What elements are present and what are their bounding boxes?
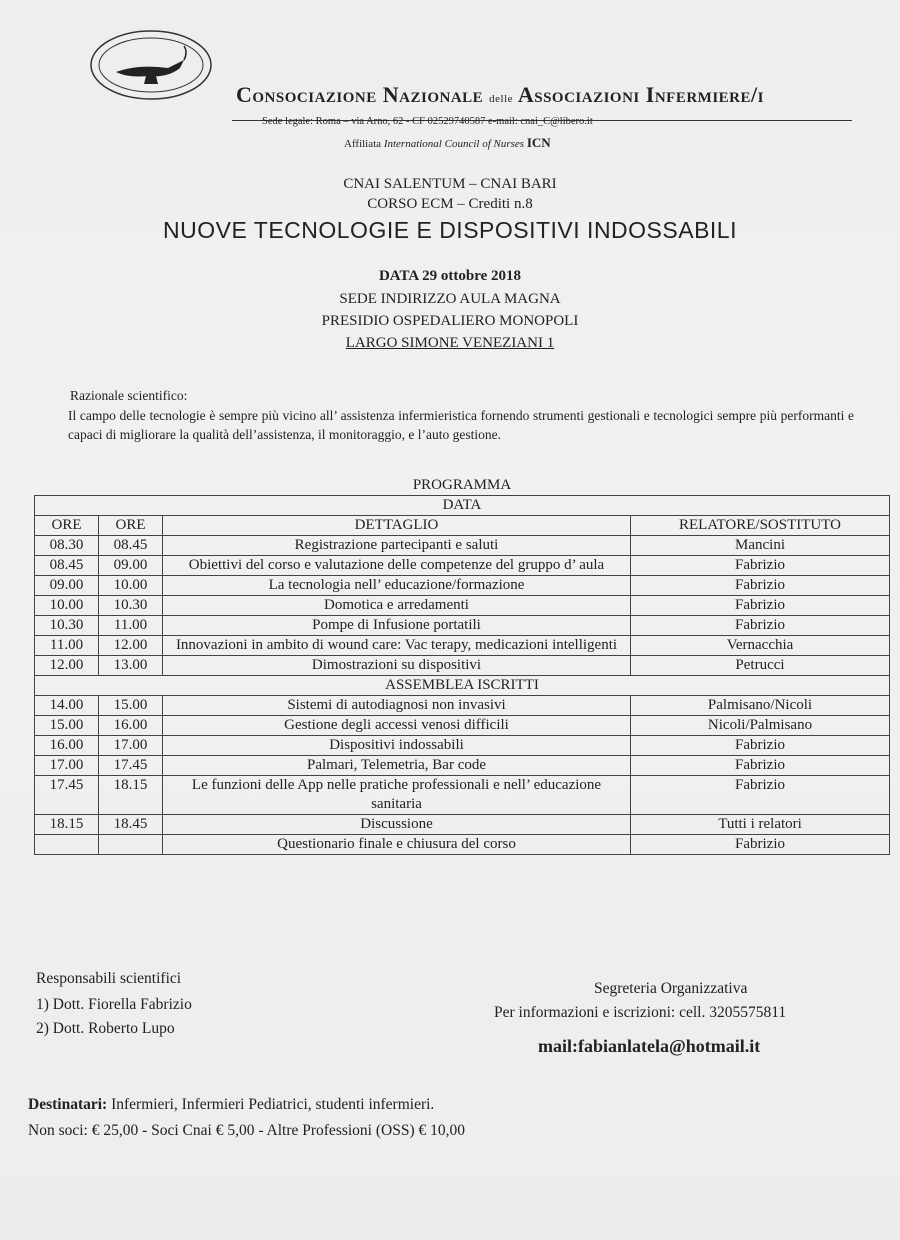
cell-end-time: 08.45 bbox=[99, 536, 163, 556]
table-row bbox=[35, 536, 890, 556]
cell-detail: Questionario finale e chiusura del corso bbox=[163, 835, 631, 855]
legal-address: Sede legale: Roma – via Arno, 62 - CF 02529740587 e-mail: cnai_C@libero.it bbox=[262, 116, 593, 127]
cell-start-time: 09.00 bbox=[35, 576, 99, 596]
cell-end-time: 17.45 bbox=[99, 756, 163, 776]
cell-speaker: Fabrizio bbox=[631, 776, 890, 815]
cell-end-time: 16.00 bbox=[99, 716, 163, 736]
cell-detail: Registrazione partecipanti e saluti bbox=[163, 536, 631, 556]
cell-speaker: Fabrizio bbox=[631, 736, 890, 756]
cell-speaker: Tutti i relatori bbox=[631, 815, 890, 835]
cell-speaker: Fabrizio bbox=[631, 556, 890, 576]
scientific-lead-1: 1) Dott. Fiorella Fabrizio bbox=[36, 996, 192, 1013]
table-row bbox=[35, 596, 890, 616]
cell-detail: Sistemi di autodiagnosi non invasivi bbox=[163, 696, 631, 716]
cell-speaker: Fabrizio bbox=[631, 596, 890, 616]
cell-start-time: 08.30 bbox=[35, 536, 99, 556]
cell-start-time: 15.00 bbox=[35, 716, 99, 736]
table-row bbox=[35, 696, 890, 716]
cnai-logo-seal bbox=[88, 28, 214, 102]
cell-detail: Dispositivi indossabili bbox=[163, 736, 631, 756]
cell-end-time: 11.00 bbox=[99, 616, 163, 636]
col-header-detail: DETTAGLIO bbox=[163, 516, 631, 536]
table-row bbox=[35, 496, 890, 516]
cell-detail: La tecnologia nell’ educazione/formazione bbox=[163, 576, 631, 596]
cell-speaker: Fabrizio bbox=[631, 756, 890, 776]
cell-detail: Discussione bbox=[163, 815, 631, 835]
table-row bbox=[35, 676, 890, 696]
cell-end-time: 15.00 bbox=[99, 696, 163, 716]
course-organizers: CNAI SALENTUM – CNAI BARI bbox=[343, 176, 557, 192]
cell-detail: Pompe di Infusione portatili bbox=[163, 616, 631, 636]
secretariat-contact: Per informazioni e iscrizioni: cell. 3205575811 bbox=[494, 1004, 787, 1021]
course-date: DATA 29 ottobre 2018 bbox=[378, 268, 522, 284]
secretariat-email[interactable]: mail:fabianlatela@hotmail.it bbox=[538, 1036, 761, 1056]
cell-detail: Palmari, Telemetria, Bar code bbox=[163, 756, 631, 776]
table-row bbox=[35, 616, 890, 636]
table-row bbox=[35, 835, 890, 855]
cell-end-time: 10.30 bbox=[99, 596, 163, 616]
cell-start-time: 14.00 bbox=[35, 696, 99, 716]
table-row bbox=[35, 756, 890, 776]
scientific-lead-2: 2) Dott. Roberto Lupo bbox=[36, 1020, 175, 1037]
cell-speaker: Mancini bbox=[631, 536, 890, 556]
cell-speaker: Petrucci bbox=[631, 656, 890, 676]
scientific-leads-title: Responsabili scientifici bbox=[36, 970, 182, 987]
cell-start-time: 17.45 bbox=[35, 776, 99, 815]
cell-start-time: 11.00 bbox=[35, 636, 99, 656]
venue-line-3: LARGO SIMONE VENEZIANI 1 bbox=[345, 335, 555, 351]
course-credits: CORSO ECM – Crediti n.8 bbox=[367, 196, 533, 212]
program-table bbox=[34, 495, 890, 855]
col-header-end: ORE bbox=[99, 516, 163, 536]
cell-speaker: Fabrizio bbox=[631, 616, 890, 636]
cell-detail: Innovazioni in ambito di wound care: Vac terapy, medicazioni intelligenti bbox=[163, 636, 631, 656]
cell-start-time: 18.15 bbox=[35, 815, 99, 835]
fees: Non soci: € 25,00 - Soci Cnai € 5,00 - Altre Professioni (OSS) € 10,00 bbox=[28, 1122, 465, 1139]
secretariat-title: Segreteria Organizzativa bbox=[594, 980, 748, 997]
cell-detail: Gestione degli accessi venosi difficili bbox=[163, 716, 631, 736]
cell-start-time: 10.00 bbox=[35, 596, 99, 616]
affiliation: Affiliata International Council of Nurses ICN bbox=[344, 135, 551, 150]
cell-detail: Le funzioni delle App nelle pratiche professionali e nell’ educazione sanitaria bbox=[163, 776, 631, 815]
cell-speaker: Palmisano/Nicoli bbox=[631, 696, 890, 716]
cell-start-time: 10.30 bbox=[35, 616, 99, 636]
table-row bbox=[35, 576, 890, 596]
target-audience: Destinatari: Infermieri, Infermieri Pediatrici, studenti infermieri. bbox=[28, 1096, 435, 1113]
cell-detail: Dimostrazioni su dispositivi bbox=[163, 656, 631, 676]
cell-speaker: Fabrizio bbox=[631, 835, 890, 855]
cell-end-time: 09.00 bbox=[99, 556, 163, 576]
cell-end-time: 18.15 bbox=[99, 776, 163, 815]
program-title: PROGRAMMA bbox=[412, 477, 512, 493]
program-table-wrapper bbox=[34, 475, 890, 855]
table-header-row bbox=[35, 516, 890, 536]
course-title: NUOVE TECNOLOGIE E DISPOSITIVI INDOSSABILI bbox=[163, 217, 737, 243]
col-header-speaker: RELATORE/SOSTITUTO bbox=[631, 516, 890, 536]
cell-end-time: 13.00 bbox=[99, 656, 163, 676]
venue-line-1: SEDE INDIRIZZO AULA MAGNA bbox=[339, 291, 561, 307]
col-header-start: ORE bbox=[35, 516, 99, 536]
cell-end-time: 12.00 bbox=[99, 636, 163, 656]
venue-line-2: PRESIDIO OSPEDALIERO MONOPOLI bbox=[321, 313, 579, 329]
cell-end-time: 18.45 bbox=[99, 815, 163, 835]
cell-detail: Domotica e arredamenti bbox=[163, 596, 631, 616]
table-row bbox=[35, 716, 890, 736]
cell-end-time: 17.00 bbox=[99, 736, 163, 756]
cell-speaker: Nicoli/Palmisano bbox=[631, 716, 890, 736]
assembly-row: ASSEMBLEA ISCRITTI bbox=[35, 676, 890, 696]
cell-speaker: Fabrizio bbox=[631, 576, 890, 596]
table-row bbox=[35, 636, 890, 656]
cell-start-time: 12.00 bbox=[35, 656, 99, 676]
table-row bbox=[35, 556, 890, 576]
organization-name: Consociazione Nazionale delle Associazioni Infermiere/i bbox=[236, 82, 764, 107]
table-row bbox=[35, 736, 890, 756]
table-row bbox=[35, 776, 890, 815]
cell-detail: Obiettivi del corso e valutazione delle competenze del gruppo d’ aula bbox=[163, 556, 631, 576]
cell-start-time: 17.00 bbox=[35, 756, 99, 776]
table-row bbox=[35, 656, 890, 676]
table-row bbox=[35, 815, 890, 835]
cell-speaker: Vernacchia bbox=[631, 636, 890, 656]
cell-end-time bbox=[99, 835, 163, 855]
cell-start-time: 08.45 bbox=[35, 556, 99, 576]
rationale-text: Il campo delle tecnologie è sempre più vicino all’ assistenza infermieristica fornendo strumenti gestionali e tecnologici sempre più performanti e capaci di migliorare la qualità dell’assistenza, il monitoraggio, e l’auto gestione. bbox=[68, 408, 854, 442]
table-date-header: DATA bbox=[35, 496, 890, 516]
rationale-label: Razionale scientifico: bbox=[70, 388, 188, 403]
cell-start-time bbox=[35, 835, 99, 855]
cell-end-time: 10.00 bbox=[99, 576, 163, 596]
cell-start-time: 16.00 bbox=[35, 736, 99, 756]
